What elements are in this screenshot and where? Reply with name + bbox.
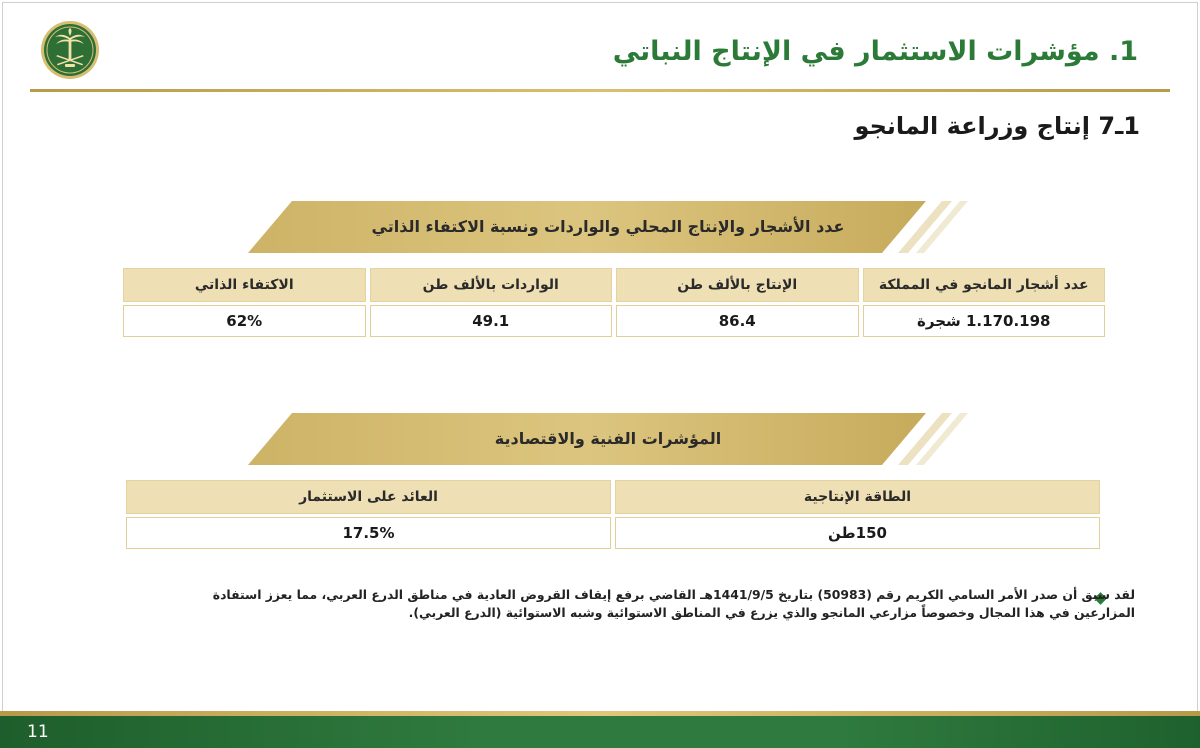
banner1-label: عدد الأشجار والإنتاج المحلي والواردات ونسبة الاكتفاء الذاتي [371,217,845,236]
cell-roi: 17.5% [126,517,611,549]
cell-self-sufficiency: 62% [123,305,366,337]
table-row [126,517,1100,549]
section-title: 1ـ7 إنتاج وزراعة المانجو [854,112,1140,140]
column-header-self-sufficiency: الاكتفاء الذاتي [123,268,366,302]
cell-trees: 1.170.198 شجرة [863,305,1106,337]
column-header-roi: العائد على الاستثمار [126,480,611,514]
table-header-row [123,268,1105,302]
column-header-production: الإنتاج بالألف طن [616,268,859,302]
mango-production-table [119,268,1109,337]
cell-imports: 49.1 [370,305,613,337]
column-header-imports: الواردات بالألف طن [370,268,613,302]
table2-banner [248,413,968,465]
table1-banner [248,201,968,253]
column-header-trees: عدد أشجار المانجو في المملكة [863,268,1106,302]
footnote-paragraph: لقد سبق أن صدر الأمر السامي الكريم رقم (50983) بتاريخ 1441/9/5هـ القاضي برفع إيقاف القروض العادية في مناطق الدرع العربي، مما يعزز استفادة المزارعين في هذا المجال وخصوصاً مزارعي المانجو والذي يزرع في المناطق الاستوائية وشبه الاستوائية (الدرع العربي). [212,587,1135,620]
economic-indicators-table [122,480,1104,549]
table-header-row [126,480,1100,514]
cell-production: 86.4 [616,305,859,337]
footer-bar [0,716,1200,748]
column-header-capacity: الطاقة الإنتاجية [615,480,1100,514]
header-divider [30,89,1170,92]
table-row [123,305,1105,337]
cell-capacity: 150طن [615,517,1100,549]
page-number: 11 [27,722,49,742]
page-title: 1. مؤشرات الاستثمار في الإنتاج النباتي [612,36,1138,67]
banner2-label: المؤشرات الفنية والاقتصادية [494,429,722,448]
ministry-logo [40,20,100,80]
